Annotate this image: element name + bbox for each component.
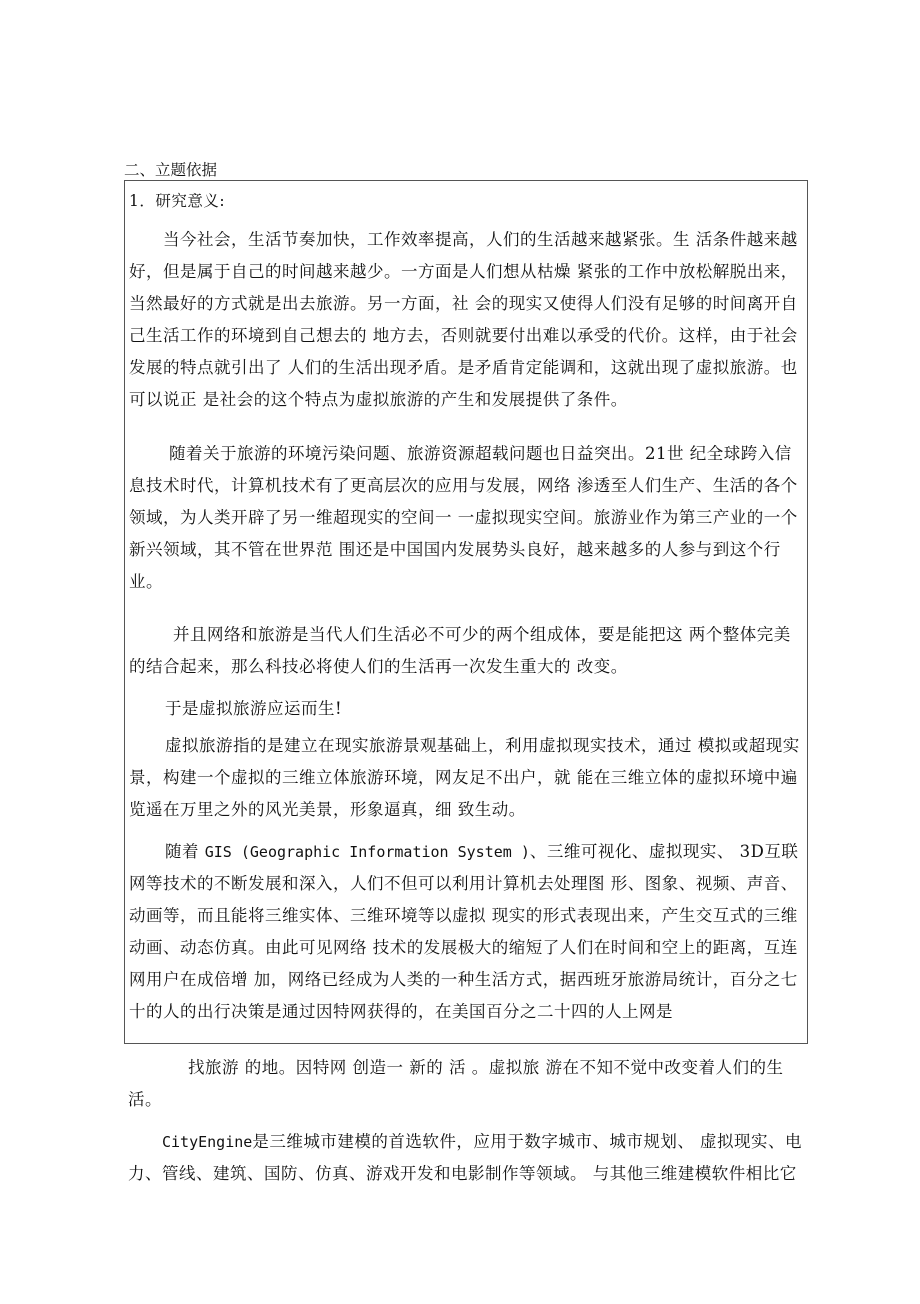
content-box (124, 180, 808, 1044)
paragraph-8-body: 是三维城市建模的首选软件，应用于数字城市、城市规划、 虚拟现实、电力、管线、建筑、国防、仿真、游戏开发和电影制作等领域。 与其他三维建模软件相比它 (128, 1132, 803, 1183)
paragraph-6-lead: 随着 (165, 842, 205, 861)
paragraph-7: 找旅游 的地。因特网 创造一 新的 活 。虚拟旅 游在不知不觉中改变着人们的生活。 (128, 1058, 784, 1109)
gis-term: GIS (Geographic Information System ) (204, 843, 530, 861)
paragraph-6-body: 、三维可视化、虚拟现实、 3D互联网等技术的不断发展和深入，人们不但可以利用计算机去处理图 形、图象、视频、声音、动画等，而且能将三维实体、三维环境等以虚拟 现实的形式表现出来，产生交互式的三维动画、动态仿真。由此可见网络 技术的发展极大的缩短了人们在时间和空上的距离，互连网用户在成倍增 加，网络已经成为人类的一种生活方式，据西班牙旅游局统计，百分之七十的人的出行决策是通过因特网获得的，在美国百分之二十四的人上网是 (129, 842, 799, 1021)
section-title: 二、立题依据 (124, 161, 218, 179)
paragraph-1: 当今社会，生活节奏加快，工作效率提高，人们的生活越来越紧张。生 活条件越来越好，但是属于自己的时间越来越少。一方面是人们想从枯燥 紧张的工作中放松解脱出来，当然最好的方式就是出去旅游。另一方面，社 会的现实又使得人们没有足够的时间离开自己生活工作的环境到自己想去的 地方去，否则就要付出难以承受的代价。这样，由于社会发展的特点就引出了 人们的生活出现矛盾。是矛盾肯定能调和，这就出现了虚拟旅游。也可以说正 是社会的这个特点为虚拟旅游的产生和发展提供了条件。 (129, 230, 798, 409)
paragraph-3: 并且网络和旅游是当代人们生活必不可少的两个组成体，要是能把这 两个整体完美的结合起来，那么科技必将使人们的生活再一次发生重大的 改变。 (129, 625, 791, 676)
cityengine-term: CityEngine (162, 1133, 253, 1151)
paragraph-8 (128, 1126, 806, 1190)
paragraph-6 (129, 836, 803, 1028)
paragraph-4: 于是虚拟旅游应运而生! (165, 699, 343, 718)
paragraph-5: 虚拟旅游指的是建立在现实旅游景观基础上，利用虚拟现实技术，通过 模拟或超现实景，构建一个虚拟的三维立体旅游环境，网友足不出户，就 能在三维立体的虚拟环境中遍览遥在万里之外的风光美景，形象逼真，细 致生动。 (129, 736, 800, 819)
subsection-heading: 1．研究意义: (129, 192, 226, 210)
paragraph-2: 随着关于旅游的环境污染问题、旅游资源超载问题也日益突出。21世 纪全球跨入信息技术时代，计算机技术有了更高层次的应用与发展，网络 渗透至人们生产、生活的各个领域，为人类开辟了另一维超现实的空间一 一虚拟现实空间。旅游业作为第三产业的一个新兴领域，其不管在世界范 围还是中国国内发展势头良好，越来越多的人参与到这个行业。 (129, 444, 798, 591)
